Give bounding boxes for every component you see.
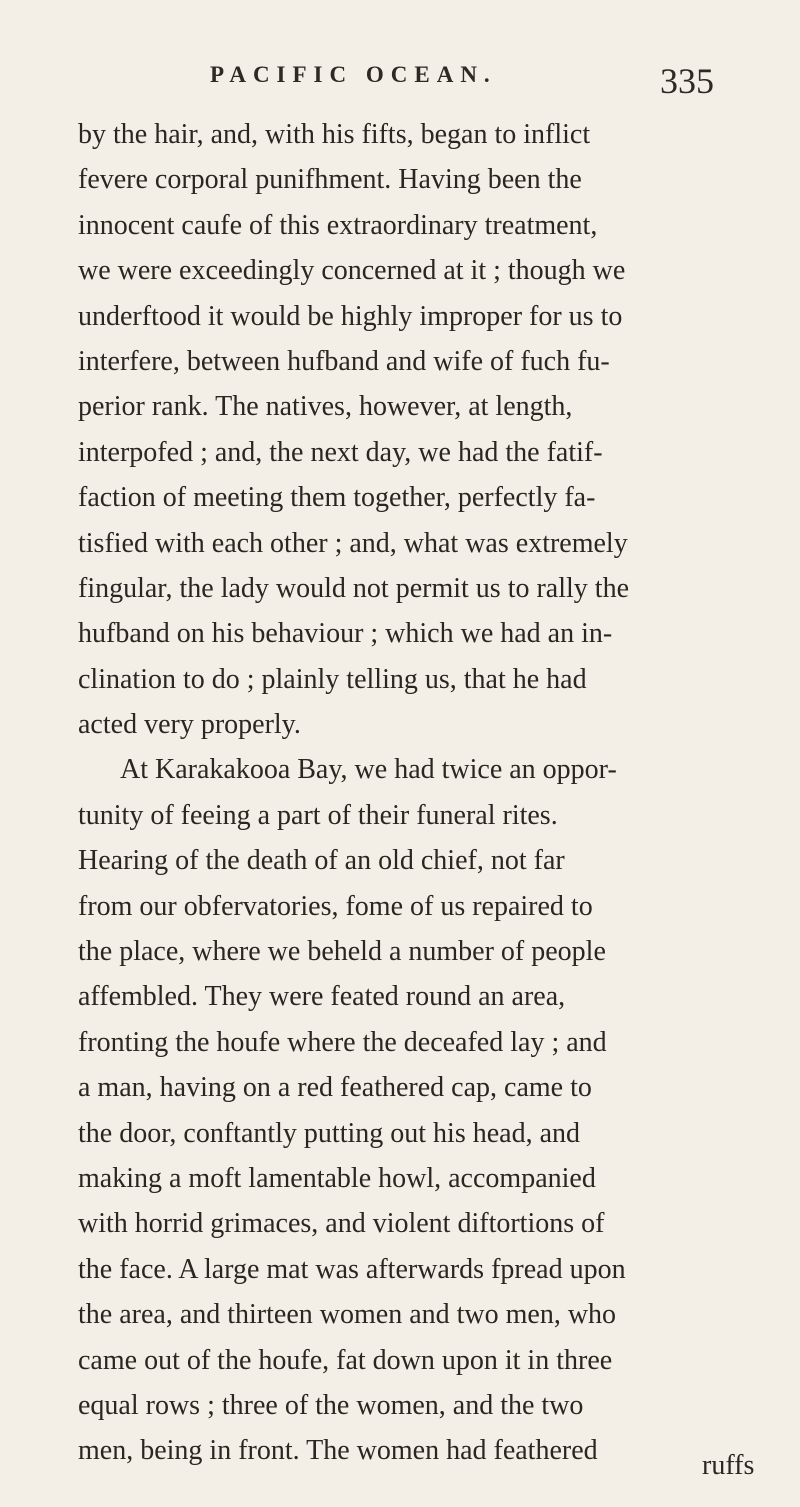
- text-line: fevere corporal punifhment. Having been the: [78, 164, 582, 196]
- text-line: fingular, the lady would not permit us to rally the: [78, 572, 629, 604]
- text-line: the place, where we beheld a number of people: [78, 936, 606, 968]
- text-line: came out of the houfe, fat down upon it in three: [78, 1344, 613, 1376]
- text-line: faction of meeting them together, perfectly fa-: [78, 482, 596, 514]
- text-line: interfere, between hufband and wife of fuch fu-: [78, 345, 610, 377]
- text-line: tisfied with each other ; and, what was extremely: [78, 527, 628, 559]
- text-line: underftood it would be highly improper for us to: [78, 300, 623, 332]
- catchword: ruffs: [702, 1450, 755, 1481]
- text-line: from our obfervatories, fome of us repaired to: [78, 890, 593, 922]
- text-line: hufband on his behaviour ; which we had an in-: [78, 618, 613, 650]
- text-line: clination to do ; plainly telling us, that he had: [78, 663, 587, 695]
- text-line: interpofed ; and, the next day, we had the fatif-: [78, 436, 603, 468]
- text-line: the face. A large mat was afterwards fpread upon: [78, 1253, 626, 1285]
- page-number: 335: [660, 61, 714, 101]
- paragraph-start-line: At Karakakooa Bay, we had twice an oppor-: [120, 754, 617, 786]
- text-line: perior rank. The natives, however, at length,: [78, 391, 573, 423]
- text-line: with horrid grimaces, and violent diftortions of: [78, 1208, 605, 1240]
- text-line: fronting the houfe where the deceafed lay ; and: [78, 1026, 607, 1058]
- text-line: equal rows ; three of the women, and the two: [78, 1389, 584, 1421]
- body-text: [78, 112, 788, 1474]
- text-line: men, being in front. The women had feathered: [78, 1435, 598, 1467]
- text-line: Hearing of the death of an old chief, not far: [78, 845, 565, 877]
- text-line: we were exceedingly concerned at it ; though we: [78, 255, 626, 287]
- text-line: by the hair, and, with his fifts, began to inflict: [78, 119, 591, 150]
- page-header: [0, 62, 800, 102]
- text-line: affembled. They were feated round an area,: [78, 981, 566, 1013]
- text-line: the door, conftantly putting out his head, and: [78, 1117, 581, 1149]
- text-line: the area, and thirteen women and two men, who: [78, 1299, 617, 1331]
- text-line: acted very properly.: [78, 709, 301, 741]
- text-line: innocent caufe of this extraordinary treatment,: [78, 209, 598, 241]
- running-title: PACIFIC OCEAN.: [210, 62, 497, 87]
- text-line: a man, having on a red feathered cap, came to: [78, 1072, 592, 1104]
- text-line: making a moft lamentable howl, accompanied: [78, 1162, 596, 1194]
- text-line: tunity of feeing a part of their funeral rites.: [78, 799, 558, 831]
